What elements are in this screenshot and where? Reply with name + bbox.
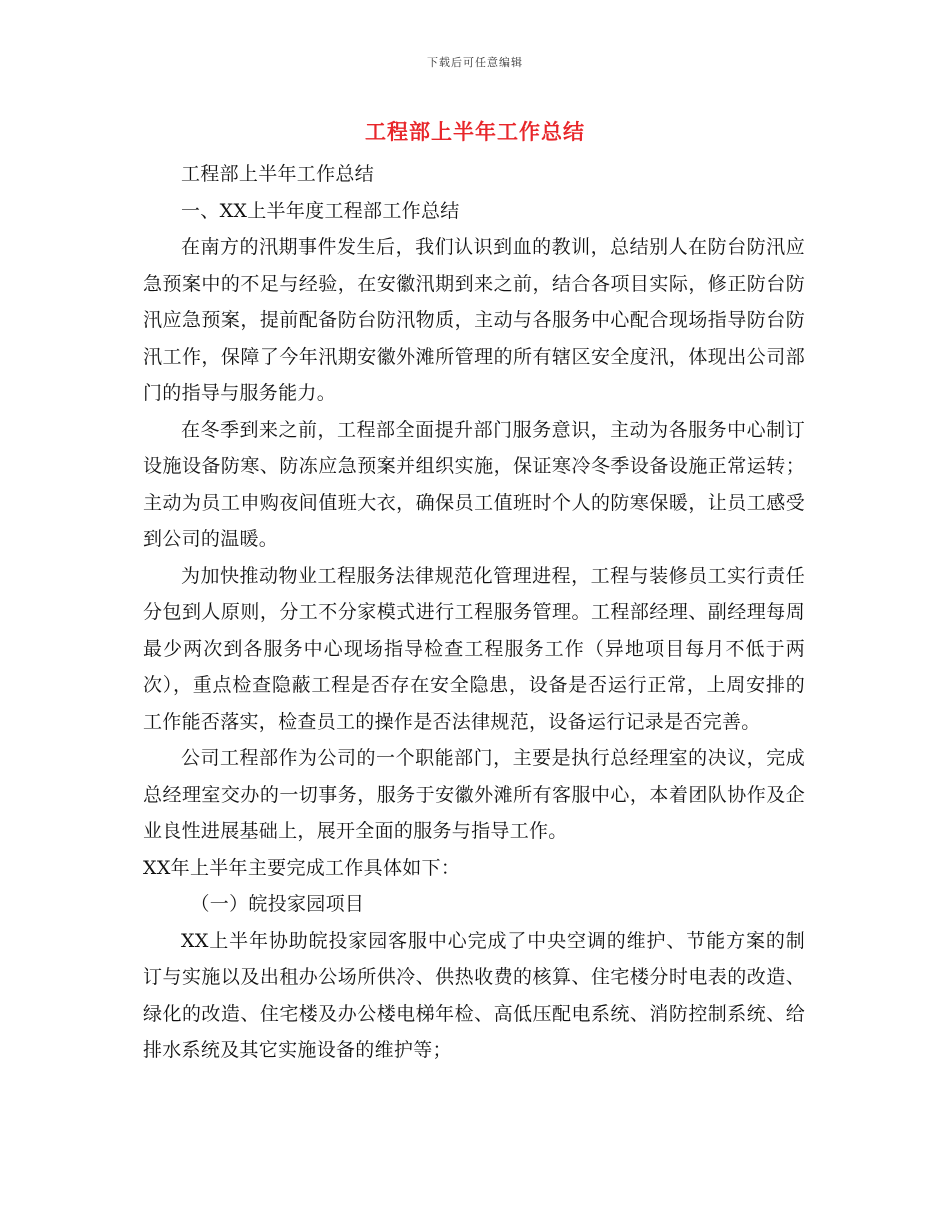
paragraph-project-details: XX上半年协助皖投家园客服中心完成了中央空调的维护、节能方案的制订与实施以及出租办公场所供冷、供热收费的核算、住宅楼分时电表的改造、绿化的改造、住宅楼及办公楼电梯年检、高低压配电系统、消防控制系统、给排水系统及其它实施设备的维护等；	[143, 929, 805, 1061]
subsection-heading: （一）皖投家园项目	[190, 893, 365, 915]
header-note: 下载后可任意编辑	[427, 56, 523, 69]
section-heading: 一、XX上半年度工程部工作总结	[181, 199, 460, 222]
paragraph-management: 为加快推动物业工程服务法律规范化管理进程，工程与装修员工实行责任分包到人原则，分工不分家模式进行工程服务管理。工程部经理、副经理每周最少两次到各服务中心现场指导检查工程服务工作（异地项目每月不低于两次），重点检查隐蔽工程是否存在安全隐患，设备是否运行正常，上周安排的工作能否落实，检查员工的操作是否法律规范，设备运行记录是否完善。	[143, 564, 805, 733]
paragraph-work-list-intro: XX年上半年主要完成工作具体如下：	[143, 856, 461, 879]
paragraph-flood-prevention: 在南方的汛期事件发生后，我们认识到血的教训，总结别人在防台防汛应急预案中的不足与经验，在安徽汛期到来之前，结合各项目实际，修正防台防汛应急预案，提前配备防台防汛物质，主动与各服务中心配合现场指导防台防汛工作，保障了今年汛期安徽外滩所管理的所有辖区安全度汛，体现出公司部门的指导与服务能力。	[143, 236, 805, 404]
document-body	[143, 156, 805, 1069]
document-title: 工程部上半年工作总结	[365, 119, 585, 144]
paragraph-department-role: 公司工程部作为公司的一个职能部门，主要是执行总经理室的决议，完成总经理室交办的一切事务，服务于安徽外滩所有客服中心，本着团队协作及企业良性进展基础上，展开全面的服务与指导工作。	[143, 747, 805, 842]
paragraph-subtitle: 工程部上半年工作总结	[181, 163, 375, 185]
paragraph-winter-prep: 在冬季到来之前，工程部全面提升部门服务意识，主动为各服务中心制订设施设备防寒、防冻应急预案并组织实施，保证寒冷冬季设备设施正常运转；主动为员工申购夜间值班大衣，确保员工值班时个人的防寒保暖，让员工感受到公司的温暖。	[143, 418, 805, 550]
